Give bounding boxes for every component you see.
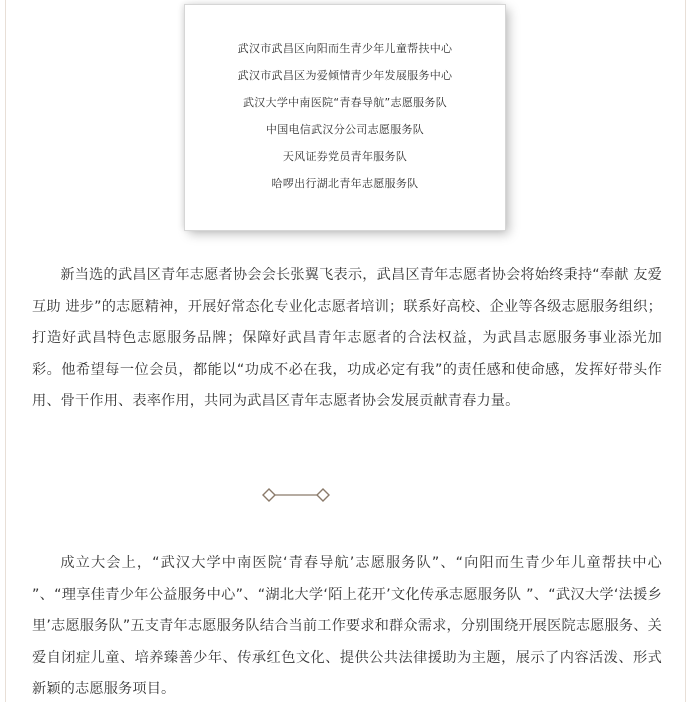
team-line: 天风证券党员青年服务队 [282,150,408,163]
article-paragraph-2: 成立大会上，“武汉大学中南医院‘青春导航’志愿服务队”、“向阳而生青少年儿童帮扶中心 ”、“理享佳青少年公益服务中心”、“湖北大学‘陌上花开’文化传承志愿服务队 ”、“武汉大学‘法援乡里’志愿服务队”五支青年志愿服务队结合当前工作要求和群众需求，分别围绕开展医院志愿服务、关爱自闭症儿童、培养臻善少年、传承红色文化、提供公共法律援助为主题，展示了内容活泼、形式新颖的志愿服务项目。 [32,555,662,697]
team-line: 武汉市武昌区为爱倾情青少年发展服务中心 [237,69,453,82]
divider-left-diamond [263,489,275,501]
team-line: 武汉大学中南医院“青春导航”志愿服务队 [242,96,448,109]
team-line: 武汉市武昌区向阳而生青少年儿童帮扶中心 [237,42,453,55]
page-right-border [685,0,686,702]
article-paragraph-1: 新当选的武昌区青年志愿者协会会长张翼飞表示，武昌区青年志愿者协会将始终秉持“奉献 友爱 互助 进步”的志愿精神，开展好常态化专业化志愿者培训；联系好高校、企业等各级志愿服务组织；打造好武昌特色志愿服务品牌；保障好武昌青年志愿者的合法权益，为武昌志愿服务事业添光加彩。他希望每一位会员，都能以“功成不必在我，功成必定有我”的责任感和使命感，发挥好带头作用、骨干作用、表率作用，共同为武昌区青年志愿者协会发展贡献青春力量。 [32,267,662,409]
volunteer-teams-card [185,5,505,230]
page-left-border [5,0,6,702]
volunteer-teams-list [185,35,505,197]
team-line: 中国电信武汉分公司志愿服务队 [265,123,425,136]
diamond-divider-icon [261,487,331,503]
team-line: 哈啰出行湖北青年志愿服务队 [271,177,419,190]
divider-right-diamond [317,489,329,501]
